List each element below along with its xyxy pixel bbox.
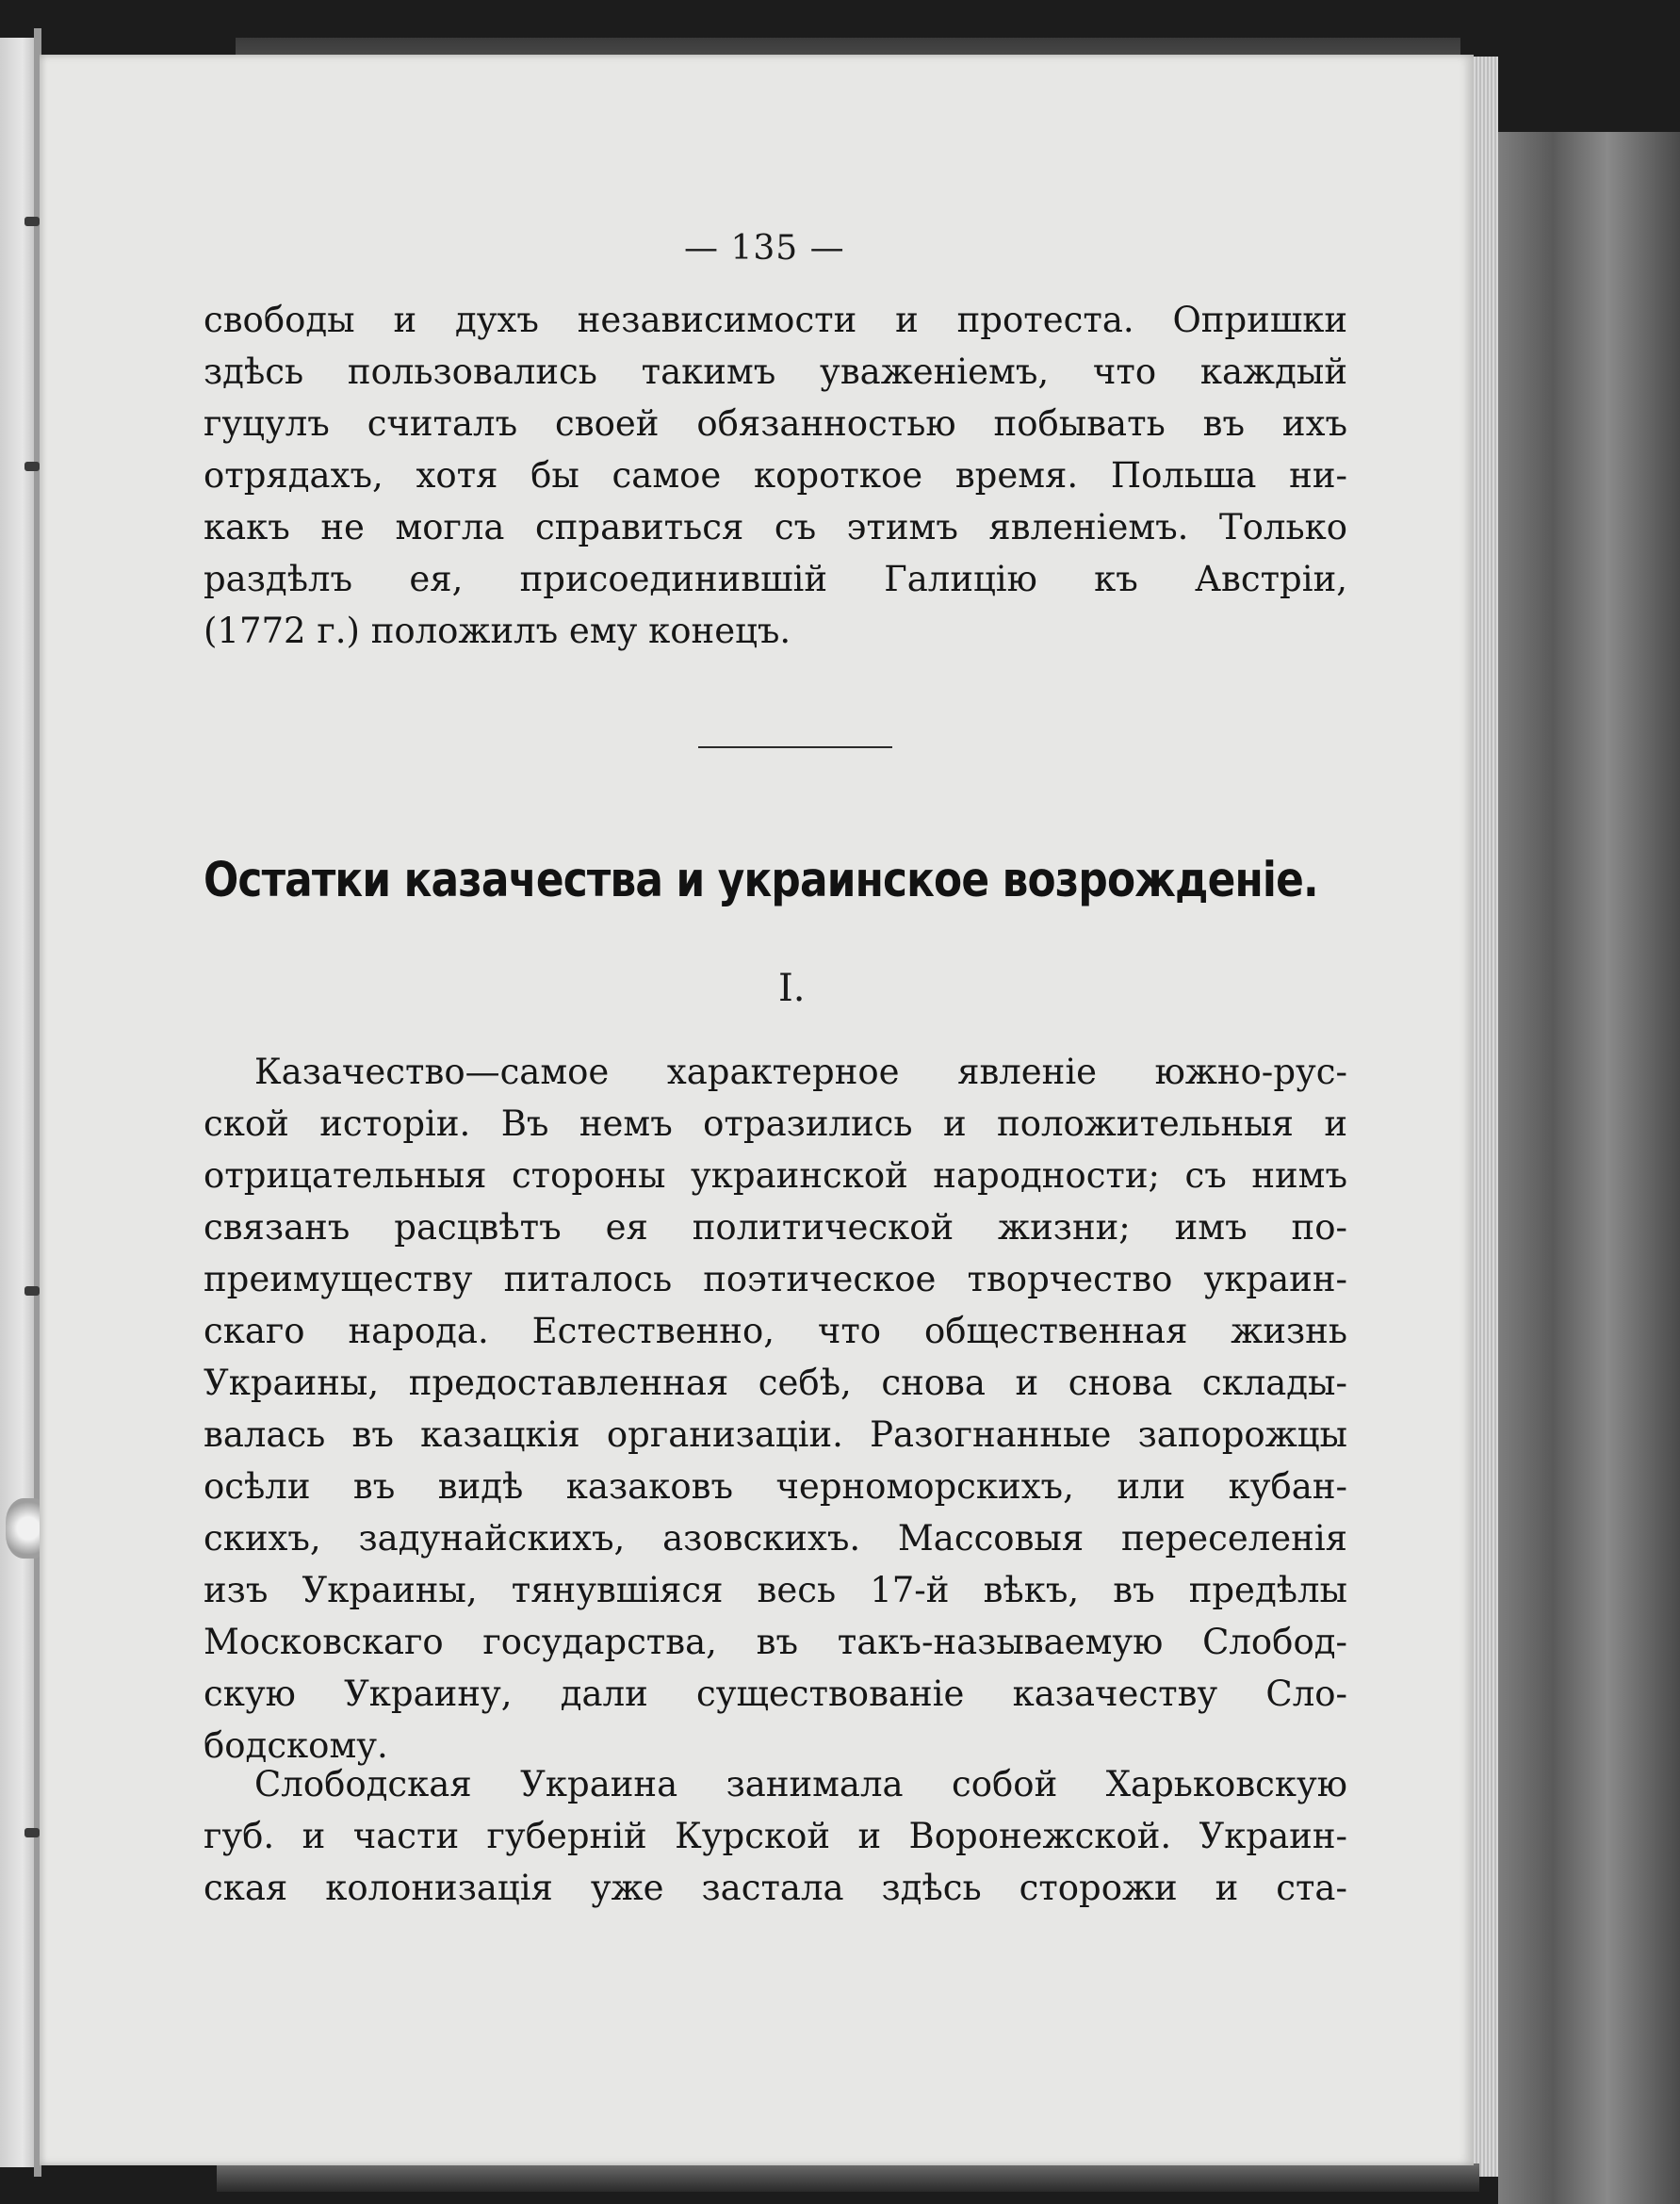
right-cover-edge <box>1498 132 1680 2204</box>
text-line: Украины, предоставленная себѣ, снова и снова склады- <box>204 1363 1347 1403</box>
section-numeral: I. <box>778 967 806 1010</box>
left-page-edge <box>0 38 38 2167</box>
text-line: Московскаго государства, въ такъ-называемую Слобод- <box>204 1622 1347 1662</box>
text-line: губ. и части губерній Курской и Воронежской. Украин- <box>204 1816 1347 1856</box>
paragraph-3 <box>204 1758 1347 1914</box>
text-line: (1772 г.) положилъ ему конецъ. <box>204 611 791 651</box>
text-line: скую Украину, дали существованіе казачеству Сло- <box>204 1673 1347 1714</box>
text-line: гуцулъ считалъ своей обязанностью побывать въ ихъ <box>204 403 1347 444</box>
text-line: осѣли въ видѣ казаковъ черноморскихъ, или кубан- <box>204 1466 1347 1507</box>
text-line: преимуществу питалось поэтическое творчество украин- <box>204 1259 1347 1299</box>
text-line: Казачество—самое характерное явленіе южно-рус- <box>254 1052 1347 1092</box>
chapter-title: Остатки казачества и украинское возрожденіе. <box>204 853 1318 908</box>
text-line: валась въ казацкія организаціи. Разогнанные запорожцы <box>204 1414 1347 1455</box>
bottom-shadow <box>217 2163 1479 2192</box>
text-line: связанъ расцвѣтъ ея политической жизни; имъ по- <box>204 1207 1347 1248</box>
binding-stitch <box>24 1828 40 1837</box>
binding-stitch <box>24 217 40 226</box>
text-line: отрядахъ, хотя бы самое короткое время. Польша ни- <box>204 455 1347 496</box>
paragraph-1 <box>204 294 1347 657</box>
page-number: — 135 — <box>684 229 845 268</box>
text-line: бодскому. <box>204 1725 388 1766</box>
text-line: изъ Украины, тянувшіяся весь 17-й вѣкъ, въ предѣлы <box>204 1570 1347 1610</box>
text-line: какъ не могла справиться съ этимъ явленіемъ. Только <box>204 507 1347 547</box>
page-edge-stack <box>1470 57 1498 2177</box>
binding-stitch <box>24 1286 40 1296</box>
binding-stitch <box>24 462 40 471</box>
text-line: ская колонизація уже застала здѣсь сторожи и ста- <box>204 1868 1347 1908</box>
section-divider <box>698 746 892 748</box>
text-line: скихъ, задунайскихъ, азовскихъ. Массовыя переселенія <box>204 1518 1347 1559</box>
text-line: здѣсь пользовались такимъ уваженіемъ, что каждый <box>204 351 1347 392</box>
text-line: Слободская Украина занимала собой Харьковскую <box>254 1764 1347 1804</box>
text-line: отрицательныя стороны украинской народности; съ нимъ <box>204 1155 1347 1196</box>
text-line: раздѣлъ ея, присоединившій Галицію къ Австріи, <box>204 559 1347 599</box>
paragraph-2 <box>204 1046 1347 1771</box>
text-line: скаго народа. Естественно, что общественная жизнь <box>204 1311 1347 1351</box>
text-line: ской исторіи. Въ немъ отразились и положительныя и <box>204 1103 1347 1144</box>
text-line: свободы и духъ независимости и протеста. Опришки <box>204 300 1347 340</box>
